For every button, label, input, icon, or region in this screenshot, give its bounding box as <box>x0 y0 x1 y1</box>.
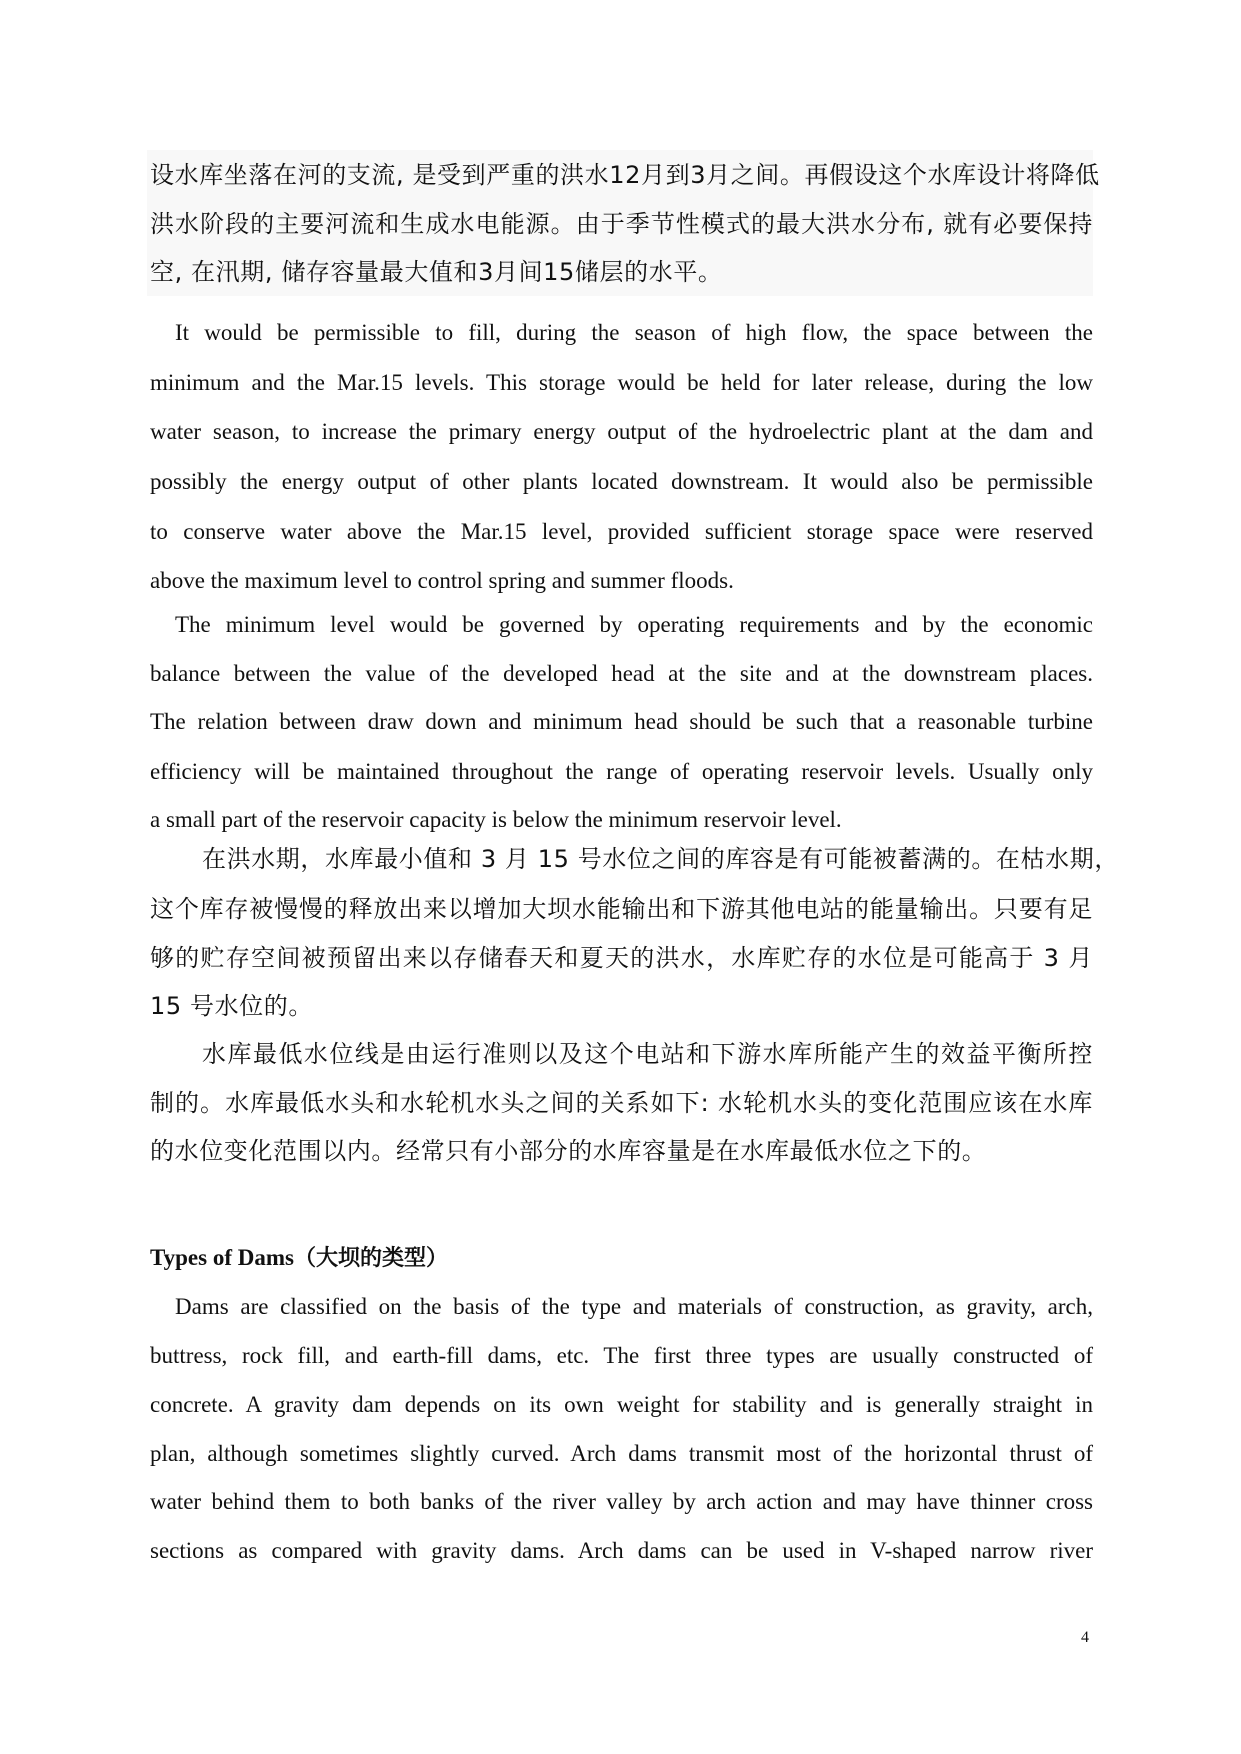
text-line: a small part of the reservoir capacity is below the minimum reservoir level. <box>150 807 842 832</box>
text-line: 水库最低水位线是由运行准则以及这个电站和下游水库所能产生的效益平衡所控 <box>202 1040 1093 1068</box>
text-line: 15 号水位的。 <box>150 992 313 1020</box>
text-line: 洪水阶段的主要河流和生成水电能源。由于季节性模式的最大洪水分布, 就有必要保持 <box>150 210 1093 238</box>
text-line: water season, to increase the primary energy output of the hydroelectric plant at the dam and <box>150 419 1093 444</box>
text-line: Dams are classified on the basis of the type and materials of construction, as gravity, arch, <box>175 1294 1093 1319</box>
text-line: The minimum level would be governed by operating requirements and by the economic <box>175 612 1093 637</box>
section-heading-zh: （大坝的类型） <box>293 1246 448 1271</box>
text-line: buttress, rock fill, and earth-fill dams, etc. The first three types are usually constructed of <box>150 1343 1093 1368</box>
text-line: to conserve water above the Mar.15 level, provided sufficient storage space were reserved <box>150 519 1093 544</box>
text-line: above the maximum level to control spring and summer floods. <box>150 568 734 593</box>
text-line: 制的。水库最低水头和水轮机水头之间的关系如下: 水轮机水头的变化范围应该在水库 <box>150 1089 1093 1117</box>
text-line: possibly the energy output of other plants located downstream. It would also be permissible <box>150 469 1093 494</box>
text-line: It would be permissible to fill, during the season of high flow, the space between the <box>175 320 1093 345</box>
text-line: 够的贮存空间被预留出来以存储春天和夏天的洪水，水库贮存的水位是可能高于 3 月 <box>150 944 1093 972</box>
section-heading-en: Types of Dams <box>150 1245 294 1270</box>
text-line: concrete. A gravity dam depends on its own weight for stability and is generally straight in <box>150 1392 1093 1417</box>
text-line: 空, 在汛期, 储存容量最大值和3月间15储层的水平。 <box>150 258 723 286</box>
text-line: water behind them to both banks of the river valley by arch action and may have thinner cross <box>150 1489 1093 1514</box>
text-line: sections as compared with gravity dams. Arch dams can be used in V-shaped narrow river <box>150 1538 1093 1563</box>
text-line: The relation between draw down and minimum head should be such that a reasonable turbine <box>150 709 1093 734</box>
page-number: 4 <box>1081 1629 1089 1646</box>
text-line: 这个库存被慢慢的释放出来以增加大坝水能输出和下游其他电站的能量输出。只要有足 <box>150 895 1093 923</box>
section-heading <box>150 1243 1093 1274</box>
text-line: minimum and the Mar.15 levels. This storage would be held for later release, during the low <box>150 370 1093 395</box>
text-line: balance between the value of the developed head at the site and at the downstream places. <box>150 661 1093 686</box>
text-line: plan, although sometimes slightly curved. Arch dams transmit most of the horizontal thrust of <box>150 1441 1093 1466</box>
text-line: 的水位变化范围以内。经常只有小部分的水库容量是在水库最低水位之下的。 <box>150 1137 987 1165</box>
text-line: 在洪水期，水库最小值和 3 月 15 号水位之间的库容是有可能被蓄满的。在枯水期， <box>202 845 1119 873</box>
text-line: 设水库坐落在河的支流, 是受到严重的洪水12月到3月之间。再假设这个水库设计将降低 <box>150 161 1100 189</box>
text-line: efficiency will be maintained throughout the range of operating reservoir levels. Usually only <box>150 759 1093 784</box>
